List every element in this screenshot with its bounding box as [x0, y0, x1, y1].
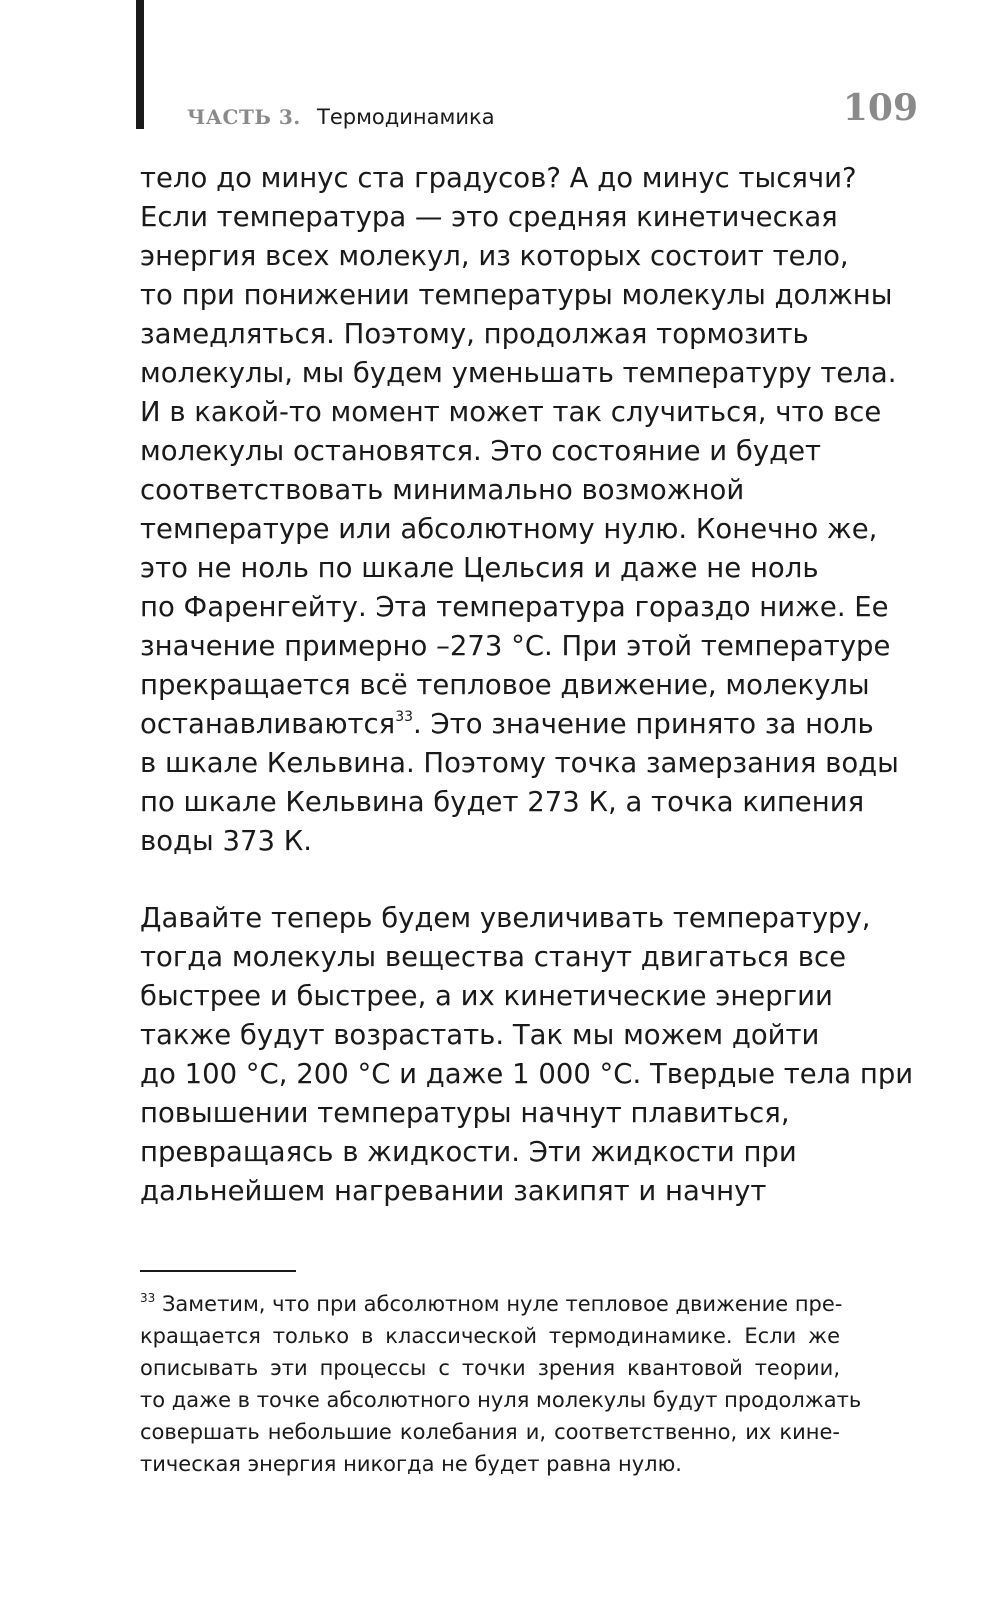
body-line: прекращается всё тепловое движение, молекулы	[140, 669, 870, 701]
footnote-text: Заметим, что при абсолютном нуле тепловое движение пре-	[161, 1292, 843, 1316]
body-line: по Фаренгейту. Эта температура гораздо ниже. Ее	[140, 591, 889, 623]
body-line: значение примерно –273 °C. При этой температуре	[140, 630, 891, 662]
body-line: энергия всех молекул, из которых состоит тело,	[140, 240, 849, 272]
body-line: замедляться. Поэтому, продолжая тормозить	[140, 318, 809, 350]
body-line: Если температура — это средняя кинетическая	[140, 201, 838, 233]
body-line: в шкале Кельвина. Поэтому точка замерзания воды	[140, 747, 899, 779]
footnote-reference: 33	[395, 709, 414, 725]
body-line: повышении температуры начнут плавиться,	[140, 1097, 790, 1129]
body-line: температуре или абсолютному нулю. Конечно же,	[140, 513, 878, 545]
body-line: также будут возрастать. Так мы можем дойти	[140, 1019, 820, 1051]
footnote-line: то даже в точке абсолютного нуля молекулы будут продолжать	[140, 1388, 862, 1412]
body-line-part: останавливаются	[140, 708, 396, 740]
body-line: молекулы остановятся. Это состояние и будет	[140, 435, 822, 467]
running-header-title: Термодинамика	[317, 105, 495, 129]
body-line: до 100 °C, 200 °C и даже 1 000 °C. Твердые тела при	[140, 1058, 914, 1090]
body-line: воды 373 К.	[140, 825, 312, 857]
body-line: то при понижении температуры молекулы должны	[140, 279, 893, 311]
footnote-line: кращается только в классической термодинамике. Если же	[140, 1324, 840, 1348]
page-number: 109	[842, 87, 918, 129]
body-line: соответствовать минимально возможной	[140, 474, 745, 506]
body-line: И в какой-то момент может так случиться, что все	[140, 396, 882, 428]
body-line-with-footnote-ref	[140, 704, 874, 744]
body-line: тело до минус ста градусов? А до минус тысячи?	[140, 162, 857, 194]
footnote-line: тическая энергия никогда не будет равна нулю.	[140, 1452, 682, 1476]
footnote-marker: 33	[140, 1291, 156, 1305]
body-line: молекулы, мы будем уменьшать температуру тела.	[140, 357, 897, 389]
footnote-line: совершать небольшие колебания и, соответственно, их кине-	[140, 1420, 840, 1444]
body-line-part: . Это значение принято за ноль	[413, 708, 874, 740]
body-line: это не ноль по шкале Цельсия и даже не ноль	[140, 552, 819, 584]
running-header-part: ЧАСТЬ 3.	[187, 105, 301, 129]
body-line: по шкале Кельвина будет 273 К, а точка кипения	[140, 786, 865, 818]
body-line: тогда молекулы вещества станут двигаться все	[140, 941, 847, 973]
footnote-separator	[140, 1270, 296, 1272]
body-line: Давайте теперь будем увеличивать температуру,	[140, 902, 871, 934]
header-rule	[136, 0, 144, 129]
body-line: превращаясь в жидкости. Эти жидкости при	[140, 1136, 797, 1168]
footnote-line: описывать эти процессы с точки зрения квантовой теории,	[140, 1356, 840, 1380]
body-line: быстрее и быстрее, а их кинетические энергии	[140, 980, 833, 1012]
body-line: дальнейшем нагревании закипят и начнут	[140, 1175, 767, 1207]
footnote-line	[140, 1288, 843, 1320]
